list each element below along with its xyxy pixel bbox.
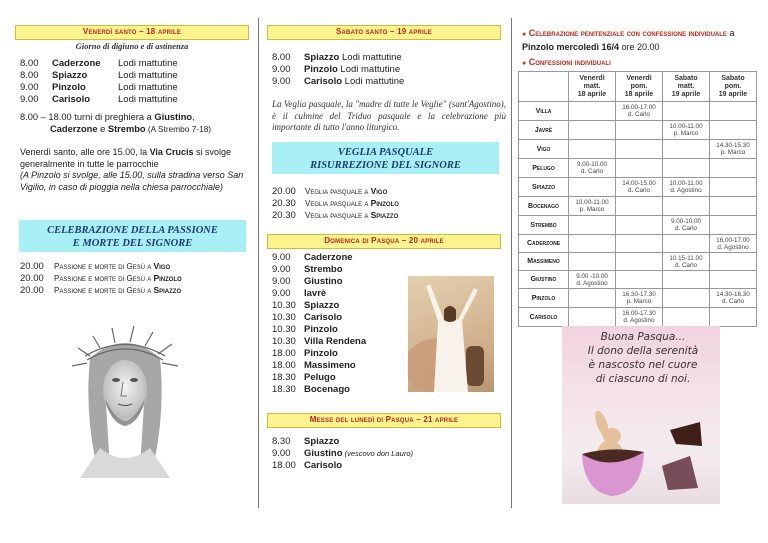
time: 8.30	[272, 436, 291, 447]
mass-row	[272, 348, 338, 360]
time: 10.30	[272, 300, 296, 311]
mass-row	[272, 384, 350, 396]
place: Bocenago	[304, 384, 350, 395]
schedule-cell: 14.30-15.30 p. Marco	[710, 140, 757, 159]
town-cell: Villa	[519, 102, 569, 121]
time: 20.00	[20, 285, 44, 296]
place: Giustino	[304, 448, 343, 459]
time: 9.00	[20, 82, 39, 93]
place: Vigo	[153, 261, 171, 271]
holy-saturday-header-text: Sabato santo – 19 aprile	[335, 27, 433, 36]
place: Carisolo	[304, 76, 343, 87]
time: 10.30	[272, 312, 296, 323]
place: Pinzolo	[153, 273, 182, 283]
header-cell	[710, 72, 757, 102]
text: a	[726, 28, 735, 38]
mass-row	[272, 360, 356, 372]
penitential-celebration	[522, 27, 762, 53]
schedule-cell	[663, 289, 710, 308]
table-row	[519, 289, 757, 308]
card-line: Il dono della serenità	[587, 345, 699, 357]
column-good-friday	[0, 0, 258, 543]
description: Lodi mattutine	[118, 58, 178, 69]
table-header-row	[519, 72, 757, 102]
schedule-cell: 9.00-10.00 d. Carlo	[663, 216, 710, 235]
place: Strembo	[304, 264, 343, 275]
mass-row	[272, 276, 343, 288]
description: Lodi mattutine	[118, 82, 178, 93]
table-row	[519, 216, 757, 235]
schedule-cell	[616, 235, 663, 253]
schedule-cell	[663, 197, 710, 216]
easter-sunday-header-text: Domenica di Pasqua – 20 aprile	[324, 236, 444, 245]
place: Vigo	[370, 186, 388, 196]
mass-row	[272, 312, 342, 324]
place: Giustino	[154, 112, 193, 122]
time: 9.00	[272, 64, 291, 75]
time: 20.00	[20, 261, 44, 272]
schedule-cell	[569, 102, 616, 121]
schedule-cell: 9.00-10.00 d. Carlo	[569, 159, 616, 178]
table-row	[519, 197, 757, 216]
table-row	[519, 159, 757, 178]
place: Carisolo	[304, 460, 343, 471]
schedule-cell	[569, 308, 616, 327]
town-cell: Massimeno	[519, 253, 569, 271]
header-line: matt.	[583, 82, 601, 90]
schedule-cell: 9.00 -10.00 d. Agostino	[569, 271, 616, 289]
time: 9.00	[20, 94, 39, 105]
mass-row	[272, 324, 338, 336]
label	[54, 286, 181, 295]
schedule-cell	[710, 216, 757, 235]
easter-sunday-header	[267, 234, 501, 249]
schedule-cell: 10.00-11.00 d. Agostino	[663, 178, 710, 197]
text: Veglia pasquale a	[305, 211, 371, 220]
place: Giustino	[304, 276, 343, 287]
schedule-cell: 16.00-17.30 d. Agostino	[616, 308, 663, 327]
place: Spiazzo	[370, 210, 399, 220]
place: Strembo	[107, 124, 146, 134]
schedule-cell	[710, 197, 757, 216]
text: Venerdì santo, alle ore 15.00, la	[20, 147, 150, 157]
note: (A Strembo 7-18)	[145, 124, 212, 134]
town-cell: Caderzone	[519, 235, 569, 253]
time: 8.00	[20, 70, 39, 81]
time: 20.00	[20, 273, 44, 284]
table-row	[519, 121, 757, 140]
schedule-cell	[616, 121, 663, 140]
schedule-cell	[569, 121, 616, 140]
easter-greeting-card-image	[562, 326, 720, 504]
card-line: è nascosto nel cuore	[588, 359, 698, 371]
schedule-cell	[663, 102, 710, 121]
time: 18.00	[272, 360, 296, 371]
description: Lodi mattutine	[339, 52, 402, 63]
town-cell: Giustino	[519, 271, 569, 289]
town-cell: Javrè	[519, 121, 569, 140]
header-cell-empty	[519, 72, 569, 102]
description: Lodi mattutine	[337, 64, 401, 75]
time: 9.00	[272, 252, 291, 263]
header-line: matt.	[677, 82, 695, 90]
easter-monday-header-text: Messe del lunedì di Pasqua – 21 aprile	[309, 415, 459, 424]
title-line: VEGLIA PASQUALE	[337, 147, 434, 158]
table-row	[519, 140, 757, 159]
place: Caderzone	[52, 58, 101, 69]
schedule-cell	[663, 235, 710, 253]
title-line: CELEBRAZIONE DELLA PASSIONE	[47, 225, 218, 236]
mass-row	[272, 288, 326, 300]
header-line: Venerdì	[626, 74, 652, 82]
time: 10.30	[272, 336, 296, 347]
place: Pinzolo	[304, 64, 338, 75]
via-crucis-label: Via Crucis	[149, 147, 194, 157]
good-friday-header-text: Venerdì santo – 18 aprile	[82, 27, 182, 36]
time: 9.00	[272, 276, 291, 287]
time: 9.00	[272, 264, 291, 275]
place: Spiazzo	[304, 52, 340, 63]
schedule-cell	[710, 178, 757, 197]
schedule-cell	[616, 140, 663, 159]
time: 18.00	[272, 460, 296, 471]
easter-vigil-description: La Veglia pasquale, la "madre di tutte le Veglie" (sant'Agostino), è il culmine del Triduo pasquale e la celebrazione più importante di tutto l'anno liturgico.	[272, 99, 506, 132]
title-line: E MORTE DEL SIGNORE	[72, 238, 193, 249]
time: 8.00	[272, 52, 291, 63]
town-cell: Vigo	[519, 140, 569, 159]
text: 8.00 – 18.00 turni di preghiera a	[20, 112, 155, 122]
column-confessions	[514, 0, 768, 543]
town-cell: Strembo	[519, 216, 569, 235]
table-row	[519, 235, 757, 253]
lodi-row	[272, 52, 402, 64]
header-cell	[569, 72, 616, 102]
table-row	[519, 308, 757, 327]
card-line: di ciascuno di noi.	[595, 373, 691, 385]
header-line: Sabato	[721, 74, 745, 82]
schedule-cell	[569, 216, 616, 235]
time: 9.00	[272, 288, 291, 299]
town-cell: Pinzolo	[519, 289, 569, 308]
label	[305, 187, 387, 196]
place: Carisolo	[304, 312, 343, 323]
column-holy-saturday	[260, 0, 512, 543]
time: 20.00	[272, 186, 296, 197]
place: Caderzone	[50, 124, 98, 134]
schedule-cell	[663, 308, 710, 327]
place: Massimeno	[304, 360, 356, 371]
time: ore 20.00	[619, 42, 660, 52]
schedule-cell	[663, 271, 710, 289]
schedule-cell	[663, 159, 710, 178]
schedule-cell: 16.30-17.30 p. Marco	[616, 289, 663, 308]
text: ,	[192, 112, 195, 122]
header-cell	[616, 72, 663, 102]
time: 20.30	[272, 210, 296, 221]
schedule-cell	[663, 140, 710, 159]
mass-row	[272, 252, 353, 264]
header-line: 18 aprile	[624, 90, 654, 98]
schedule-cell	[710, 102, 757, 121]
label	[305, 211, 398, 220]
table-row	[519, 178, 757, 197]
passion-row	[20, 284, 181, 297]
header-line: pom.	[724, 82, 742, 90]
lodi-row	[20, 58, 178, 70]
note: (vescovo don Lauro)	[342, 449, 413, 458]
individual-confessions-title	[522, 57, 762, 70]
confessions-title-text: Confessioni individuali	[528, 57, 611, 67]
good-friday-header	[15, 25, 249, 40]
time: 18.00	[272, 348, 296, 359]
place: Spiazzo	[304, 436, 340, 447]
schedule-cell: 10.00-11.00 p. Marco	[663, 121, 710, 140]
confessions-table	[518, 71, 757, 327]
time: 8.00	[20, 58, 39, 69]
penitential-title: Celebrazione penitenziale con confessione individuale	[528, 28, 727, 38]
schedule-cell	[710, 253, 757, 271]
place-date: Pinzolo mercoledì 16/4	[522, 42, 620, 52]
description: Lodi mattutine	[118, 94, 178, 105]
schedule-cell	[710, 121, 757, 140]
mass-row	[272, 448, 413, 460]
mass-row	[272, 336, 366, 348]
passion-celebration-title	[19, 220, 246, 252]
place: Pinzolo	[304, 324, 338, 335]
header-cell	[663, 72, 710, 102]
jesus-crown-of-thorns-image	[60, 318, 190, 478]
header-line: Sabato	[674, 74, 698, 82]
header-line: 19 aprile	[718, 90, 748, 98]
time: 18.30	[272, 384, 296, 395]
table-row	[519, 253, 757, 271]
via-crucis-paragraph	[20, 147, 250, 193]
schedule-cell	[569, 235, 616, 253]
fasting-subtitle: Giorno di digiuno e di astinenza	[75, 41, 189, 51]
lodi-row	[272, 76, 404, 88]
place: Caderzone	[304, 252, 353, 263]
place: Pinzolo	[370, 198, 399, 208]
schedule-cell: 10.15-11.00 d. Carlo	[663, 253, 710, 271]
schedule-cell: 10.00-11.00 p. Marco	[569, 197, 616, 216]
time: 18.30	[272, 372, 296, 383]
schedule-cell	[569, 140, 616, 159]
bullet-icon: ●	[522, 31, 527, 38]
schedule-cell: 14.00-15.00 d. Carlo	[616, 178, 663, 197]
table-row	[519, 102, 757, 121]
schedule-cell	[569, 178, 616, 197]
label	[54, 274, 182, 283]
text: Veglia pasquale a	[305, 187, 371, 196]
time: 20.30	[272, 198, 296, 209]
time: 10.30	[272, 324, 296, 335]
lodi-row	[272, 64, 400, 76]
schedule-cell	[710, 159, 757, 178]
bullet-icon: ●	[522, 60, 527, 67]
title-line: RISURREZIONE DEL SIGNORE	[310, 160, 461, 171]
lodi-row	[20, 70, 178, 82]
place: Spiazzo	[153, 285, 182, 295]
mass-row	[272, 460, 342, 472]
header-line: 18 aprile	[577, 90, 607, 98]
header-line: 19 aprile	[671, 90, 701, 98]
schedule-cell	[569, 289, 616, 308]
schedule-cell	[569, 253, 616, 271]
description: Lodi mattutine	[118, 70, 178, 81]
place: Pinzolo	[52, 82, 86, 93]
mass-row	[272, 372, 336, 384]
column-divider	[258, 18, 259, 508]
lodi-row	[20, 94, 178, 106]
mass-row	[272, 436, 339, 448]
town-cell: Carisolo	[519, 308, 569, 327]
town-cell: Spiazzo	[519, 178, 569, 197]
table-row	[519, 271, 757, 289]
schedule-cell	[616, 253, 663, 271]
header-line: Venerdì	[579, 74, 605, 82]
schedule-cell	[616, 271, 663, 289]
text: Veglia pasquale a	[305, 199, 371, 208]
schedule-cell	[616, 216, 663, 235]
schedule-cell	[616, 159, 663, 178]
lodi-row	[20, 82, 178, 94]
time: 9.00	[272, 76, 291, 87]
prayer-shifts	[20, 111, 255, 135]
schedule-cell: 16.00-17.00 d. Carlo	[616, 102, 663, 121]
easter-vigil-title	[272, 142, 499, 174]
vigil-row	[272, 209, 398, 222]
town-cell: Pelugo	[519, 159, 569, 178]
schedule-cell	[616, 197, 663, 216]
place: Pelugo	[304, 372, 336, 383]
mass-row	[272, 264, 343, 276]
card-line: Buona Pasqua...	[600, 331, 686, 343]
place: Pinzolo	[304, 348, 338, 359]
pinzolo-note: (A Pinzolo si svolge, alle 15.00, sulla stradina verso San Vigilio, in caso di pioggia nella chiesa parrocchiale)	[20, 170, 244, 192]
town-cell: Bocenago	[519, 197, 569, 216]
place: Spiazzo	[304, 300, 340, 311]
place: Villa Rendena	[304, 336, 367, 347]
text: Passione e morte di Gesù a	[54, 262, 154, 271]
holy-saturday-header	[267, 25, 501, 40]
text: si svolge generalmente in tutte le parrocchie	[20, 147, 231, 169]
text: Passione e morte di Gesù a	[54, 286, 154, 295]
place: Spiazzo	[52, 70, 88, 81]
risen-jesus-image	[408, 276, 494, 392]
place: Iavrè	[304, 288, 327, 299]
table-body	[519, 102, 757, 327]
schedule-cell: 16.00-17.00 d. Agostino	[710, 235, 757, 253]
place: Carisolo	[52, 94, 91, 105]
schedule-cell	[710, 308, 757, 327]
easter-monday-header	[267, 413, 501, 428]
schedule-cell	[710, 271, 757, 289]
text: Passione e morte di Gesù a	[54, 274, 154, 283]
mass-row	[272, 300, 339, 312]
time: 9.00	[272, 448, 291, 459]
label	[54, 262, 170, 271]
text: e	[97, 124, 108, 134]
description: Lodi mattutine	[342, 76, 405, 87]
schedule-cell: 14.30-16.30 d. Carlo	[710, 289, 757, 308]
header-line: pom.	[630, 82, 648, 90]
label	[305, 199, 399, 208]
